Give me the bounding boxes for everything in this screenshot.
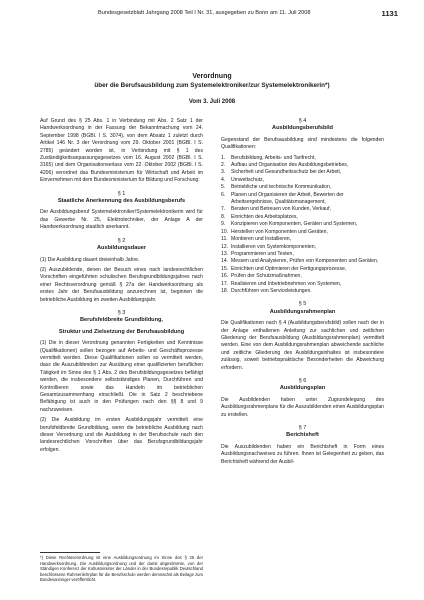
section-2-paragraph-1: (1) Die Ausbildung dauert dreieinhalb Jahre.: [40, 256, 140, 263]
qualification-item-number: 2.: [221, 162, 226, 169]
qualification-item-text: Einrichten und Optimieren der Fertigungsprozesse,: [231, 265, 347, 272]
qualification-item-text: Berufsbildung, Arbeits- und Tarifrecht,: [231, 154, 316, 161]
section-4-title: Ausbildungsberufsbild: [272, 125, 333, 132]
section-6-text: Die Ausbildenden haben unter Zugrundelegung des Ausbildungsrahmenplans für die Auszubildenden einen Ausbildungsplan zu erstellen.: [221, 396, 384, 418]
qualification-item-text: Umweltschutz,: [231, 176, 265, 183]
qualification-item-number: 5.: [221, 184, 226, 191]
section-5-number: § 5: [298, 301, 307, 308]
qualification-list: [221, 155, 384, 296]
section-3-number: § 3: [117, 309, 126, 316]
qualification-item: [221, 236, 384, 243]
qualification-item-number: 18.: [221, 287, 229, 294]
section-3-paragraph-2: (2) Die Ausbildung im ersten Ausbildungsjahr vermittelt eine berufsfeldbreite Grundbildung, wenn die betriebliche Ausbildung nach dieser Verordnung und die Ausbildung in der Berufsschule nach den landesrechtlichen Vorschriften über das Berufsgrundbildungsjahr erfolgen.: [40, 417, 203, 453]
qualification-item: [221, 258, 384, 265]
qualification-item-number: 3.: [221, 169, 226, 176]
qualification-item-text: Planen und Organisieren der Arbeit, Bewerten der Arbeitsergebnisse, Qualitätsmanagement,: [231, 191, 344, 206]
section-7-text: Die Auszubildenden haben ein Berichtsheft in Form eines Ausbildungsnachweises zu führen. Ihnen ist Gelegenheit zu geben, das Berichtsheft während der Ausbil-: [221, 443, 384, 465]
qualification-item: [221, 184, 384, 191]
section-5-text: Die Qualifikationen nach § 4 (Ausbildungsberufsbild) sollen nach der in der Anlage enthaltenen Anleitung zur sachlichen und zeitlichen Gliederung der Berufsausbildung (Ausbildungsrahmenplan) vermittelt werden. Eine von dem Ausbildungsrahmenplan abweichende sachliche und zeitliche Gliederung des Ausbildungsinhaltes ist insbesondere zulässig, soweit betriebspraktische Besonderheiten die Abweichung erfordern.: [221, 320, 384, 371]
section-3-title-line-1: Berufsfeldbreite Grundbildung,: [80, 317, 163, 324]
qualification-item-text: Installieren von Systemkomponenten,: [231, 243, 316, 250]
qualification-item-text: Konzipieren von Komponenten, Geräten und Systemen,: [231, 221, 358, 228]
footnote-text: *) Diese Rechtsverordnung ist eine Ausbildungsordnung im Sinne des § 25 der Handwerksordnung. Die Ausbildungsordnung und der damit abgestimmte, von der Ständigen Konferenz der Kultusminister der Länder in der Bundesrepublik Deutschland beschlossene Rahmenlehrplan für die Berufsschule werden demnächst als Beilage zum Bundesanzeiger veröffentlicht.: [40, 555, 203, 583]
qualification-item-number: 11.: [221, 236, 228, 243]
footnote: [40, 546, 203, 583]
preamble: Auf Grund des § 25 Abs. 1 in Verbindung mit Abs. 2 Satz 1 der Handwerksordnung in der Fassung der Bekanntmachung vom 24. September 1998 (BGBl. I S. 3074), von dem Absatz 1 zuletzt durch Artikel 146 Nr. 3 der Verordnung vom 29. Oktober 2001 (BGBl. I S. 2785) geändert worden ist, in Verbindung mit § 1 des Zuständigkeitsanpassungsgesetzes vom 16. August 2002 (BGBl. I S. 3165) und dem Organisationserlass vom 22. Oktober 2002 (BGBl. I S. 4206) verordnet das Bundesministerium für Wirtschaft und Arbeit im Einvernehmen mit dem Bundesministerium für Bildung und Forschung:: [40, 118, 203, 184]
page-header: [0, 10, 424, 24]
qualification-item-text: Montieren und Installieren,: [231, 236, 292, 243]
qualification-item: [221, 214, 384, 221]
qualification-item-number: 7.: [221, 206, 226, 213]
qualification-item-text: Einrichten des Arbeitsplatzes,: [231, 213, 298, 220]
section-7-number: § 7: [298, 425, 307, 432]
section-2-number: § 2: [117, 237, 126, 244]
section-4-intro: Gegenstand der Berufsausbildung sind mindestens die folgenden Qualifikationen:: [221, 136, 384, 151]
section-2-paragraph-2: (2) Auszubildende, denen der Besuch eines nach landesrechtlichen Vorschriften eingeführten schulischen Berufsgrundbildungsjahres nach einer Rechtsverordnung gemäß § 27a der Handwerksordnung als erstes Jahr der Berufsausbildung anzurechnen ist, beginnen die betriebliche Ausbildung im zweiten Ausbildungsjahr.: [40, 266, 203, 303]
qualification-item: [221, 273, 384, 280]
qualification-item: [221, 229, 384, 236]
section-3-title-line-2: Struktur und Zielsetzung der Berufsausbildung: [58, 328, 185, 335]
document-title: Verordnung: [192, 73, 232, 80]
qualification-item-number: 17.: [221, 280, 229, 287]
section-6-number: § 6: [298, 378, 307, 384]
qualification-item: [221, 221, 384, 228]
qualification-item-text: Aufbau und Organisation des Ausbildungsbetriebes,: [231, 162, 349, 169]
qualification-item: [221, 162, 384, 169]
qualification-item-text: Durchführen von Serviceleistungen.: [231, 287, 312, 294]
section-1-number: § 1: [117, 190, 126, 197]
qualification-item: [221, 251, 384, 258]
qualification-item: [221, 192, 384, 207]
qualification-item: [221, 281, 384, 288]
qualification-item-number: 6.: [221, 191, 226, 198]
right-column: [221, 118, 384, 469]
qualification-item-text: Sicherheit und Gesundheitsschutz bei der Arbeit,: [231, 169, 342, 176]
section-2-title: Ausbildungsdauer: [96, 245, 147, 252]
qualification-item: [221, 206, 384, 213]
qualification-item-number: 16.: [221, 273, 229, 280]
qualification-item-number: 13.: [221, 250, 229, 257]
qualification-item: [221, 266, 384, 273]
qualification-item: [221, 177, 384, 184]
qualification-item-number: 10.: [221, 228, 229, 235]
section-5-title: Ausbildungsrahmenplan: [269, 308, 336, 315]
qualification-item: [221, 288, 384, 295]
page-number: 1131: [381, 9, 398, 18]
qualification-item-number: 9.: [221, 221, 226, 228]
section-1-title: Staatliche Anerkennung des Ausbildungsberufs: [57, 198, 186, 205]
left-column: [40, 118, 203, 457]
qualification-item-text: Betriebliche und technische Kommunikation,: [231, 184, 332, 191]
section-1-text: Der Ausbildungsberuf Systemelektroniker/Systemelektronikerin wird für das Gewerbe Nr. 25, Elektrotechniker, der Anlage A der Handwerksordnung staatlich anerkannt.: [40, 209, 203, 231]
section-4-number: § 4: [298, 118, 307, 124]
qualification-item: [221, 169, 384, 176]
qualification-item-text: Prüfen der Schutzmaßnahmen,: [231, 273, 302, 280]
qualification-item-text: Messen und Analysieren, Prüfen von Komponenten und Geräten,: [231, 258, 379, 265]
qualification-item: [221, 155, 384, 162]
footnote-divider: [40, 552, 100, 553]
section-6-title: Ausbildungsplan: [279, 385, 326, 392]
qualification-item-number: 15.: [221, 265, 229, 272]
qualification-item-number: 4.: [221, 176, 226, 183]
section-7-title: Berichtsheft: [286, 432, 319, 439]
qualification-item-text: Herstellen von Komponenten und Geräten,: [231, 228, 328, 235]
document-date: Vom 3. Juli 2008: [188, 99, 236, 105]
qualification-item: [221, 244, 384, 251]
section-3-paragraph-1: (1) Die in dieser Verordnung genannten Fertigkeiten und Kenntnisse (Qualifikationen) sollen bezogen auf Arbeits- und Geschäftsprozesse vermittelt werden. Diese Qualifikationen sollen so vermittelt werden, dass die Auszubildenden zur Ausübung einer qualifizierten beruflichen Tätigkeit im Sinne des § 1 Abs. 2 des Berufsbildungsgesetzes befähigt werden, die insbesondere selbstständiges Planen, Durchführen und Kontrollieren sowie das Handeln im betrieblichen Gesamtzusammenhang einschließt. Die in Satz 2 beschriebene Befähigung ist auch in den Prüfungen nach den §§ 8 und 9 nachzuweisen.: [40, 340, 203, 413]
qualification-item-number: 8.: [221, 213, 226, 220]
qualification-item-number: 14.: [221, 258, 229, 265]
qualification-item-number: 12.: [221, 243, 229, 250]
qualification-item-text: Beraten und Betreuen von Kunden, Verkauf,: [231, 206, 331, 213]
qualification-item-text: Realisieren und Inbetriebnehmen von Systemen,: [231, 280, 342, 287]
qualification-item-number: 1.: [221, 154, 226, 161]
gazette-citation: Bundesgesetzblatt Jahrgang 2008 Teil I Nr. 31, ausgegeben zu Bonn am 11. Juli 2008: [98, 10, 311, 16]
document-subtitle: über die Berufsausbildung zum Systemelektroniker/zur Systemelektronikerin*): [94, 82, 330, 89]
qualification-item-text: Programmieren und Testen,: [231, 250, 294, 257]
